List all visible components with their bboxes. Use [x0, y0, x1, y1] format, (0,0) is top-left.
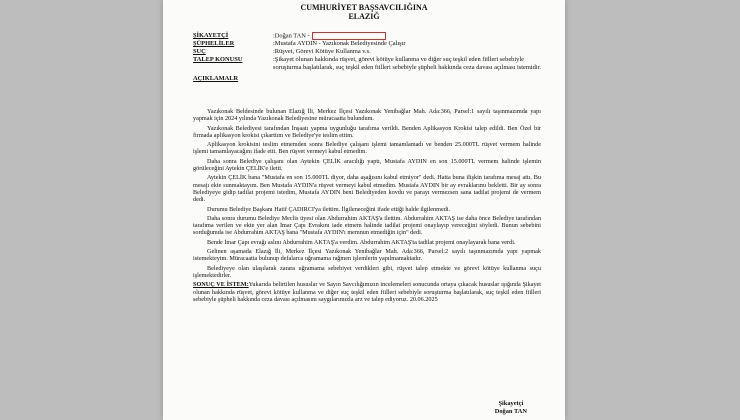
request-label: TALEP KONUSU [193, 56, 243, 64]
paragraph: Aplikasyon krokisini teslim etmemden sonra Belediye çalışanı işlemi tamamlamadı ve benden 25.000TL rüşvet vermem halinde işlemi tamamlayacağını ifade etti. Ben rüşvet vermeyi kabul etmedim. [193, 141, 541, 156]
paragraph: Aytekin ÇELİK bana "Mustafa en son 15.000TL diyor, daha aşağısını kabul etmiyor" dedi. Hatta buna ilişkin tarafıma mesaj attı. Bu mesajı ekte sunmaktayım. Ben Mustafa AYDIN'a rüşvet vermeyi kabul etmedim. Mustafa AYDIN bir ay evraklarımı bekletti. Bir ay sonra Belediyeye gidip tadilat projemi istedim, Mustafa AYDIN beni Belediyeden kovdu ve parayı vermezsen sana tadilat projemi de vermem dedi. [193, 174, 541, 204]
conclusion-text: Yukarıda belirtilen hususlar ve Sayın Savcılığımızın incelemeleri sonucunda ortaya çıkacak hususlar ışığında Şikayet olunan hakkında rüşvet, görevi kötüye kullanma ve diğer suç teşkil eden fiilleri sebebiyle soruşturma başlatılarak, suç teşkil eden fiilleri sebebiyle şüpheli hakkında ceza davası açılmasını saygılarımızla arz ve talep ediyoruz. 20.06.2025 [193, 281, 542, 303]
signature-block [495, 400, 527, 416]
suspects-label: ŞÜPHELİLER [193, 40, 235, 48]
paragraph: Yazıkonak Belediyesi tarafından İnşaatı yapma uygunluğu tarafıma verildi. Benden Aplikasyon Krokisi talep edildi. Ben Özel bir firmada aplikasyon krokisi çıkarttım ve Belediye'ye teslim ettim. [193, 124, 541, 139]
complainant-label: ŞİKAYETÇİ [193, 32, 229, 39]
paragraph: Durumu Belediye Başkanı Hatif ÇADIRCI'ya ilettim. İlgileneceğini ifade ettiği halde ilgilenmedi. [207, 205, 451, 213]
explanations-heading: AÇIKLAMALR [193, 75, 239, 83]
header-line-1: CUMHURİYET BAŞSAVCILIĞINA [300, 3, 428, 12]
paragraph: Daha sonra Belediye çalışanı olan Aytekin ÇELİK aracılığı yaptı, Mustafa AYDIN en son 15.000TL vermem halinde işlemin görüleceğini Aytekin ÇELİK'e iletti. [193, 157, 541, 173]
paragraph: Bende İmar Çapı evrağı aslını Abdurrahim AKTAŞ'a verdim. Abdurrahim AKTAŞ'ta tadilat projemi onaylayarak bana verdi. [207, 238, 516, 246]
crime-label: SUÇ [193, 48, 206, 56]
paragraph: Belediyeye olan ulaşılarak zarara uğramama sebebiyet verdikleri gibi, rüşvet talep etmekte ve görevi kötüye kullanma suçu işlemektedirler. [193, 264, 541, 279]
crime-row [193, 48, 543, 56]
signature-name: Doğan TAN [494, 408, 527, 415]
document-header [163, 3, 565, 21]
redacted-box [312, 32, 386, 40]
paragraph: Daha sonra durumu Belediye Meclis üyesi olan Abdurrahim AKTAŞ'a ilettim. Abdurrahim AKTAŞ ise daha önce Belediye tarafından tarafıma verilen ve ekte yer alan İmar Çapı Evrakını iade etmem halinde tadilat projemi onaylayıp vereceğini söyledi. Bunun sebebini sorduğumda ise Abdurrahim AKTAŞ bana "Mustafa AYDIN'ı memnun etmediğin için" dedi. [193, 214, 541, 237]
conclusion-label: SONUÇ VE İSTEM: [193, 281, 249, 289]
document-body [193, 108, 541, 305]
document-page [163, 0, 565, 420]
complainant-value: :Doğan TAN - [273, 32, 310, 40]
paragraph: Yazıkonak Beldesinde bulunan Elazığ İli, Merkez İlçesi Yazıkonak Yenibağlar Mah. Ada:366, Parsel:1 sayılı taşınmazımda yapı yapmak için 2024 yılında Yazıkonak Belediyesine müracaatta bulundum. [193, 108, 541, 123]
paragraph: Gelinen aşamada Elazığ İli, Merkez İlçesi Yazıkonak Yenibağlar Mah. Ada:366, Parsel:2 sayılı taşınmazımda yapı yapmak istemekteyim. Müracaatta bulunup defalarca uğramama rağmen işlemlerin yapılmamaktadır. [193, 248, 541, 263]
complainant-row [193, 32, 543, 40]
request-row [193, 56, 543, 72]
suspects-value: :Mustafa AYDIN - Yazıkonak Belediyesinde Çalışır [273, 40, 406, 48]
suspects-row [193, 40, 543, 48]
signature-role: Şikayetçi [498, 400, 524, 407]
crime-value: :Rüşvet, Görevi Kötüye Kullanma v.s. [273, 48, 371, 56]
header-line-2: ELAZIĞ [348, 12, 380, 21]
request-value: :Şikayet olunan hakkında rüşvet, görevi kötüye kullanma ve diğer suç teşkil eden fiilleri sebebiyle soruşturma başlatılarak, suç teşkil eden fiilleri sebebiyle şüpheli hakkında ceza davası açılması istemidir. [273, 56, 541, 72]
complaint-meta [193, 32, 543, 83]
conclusion-paragraph [193, 281, 541, 303]
